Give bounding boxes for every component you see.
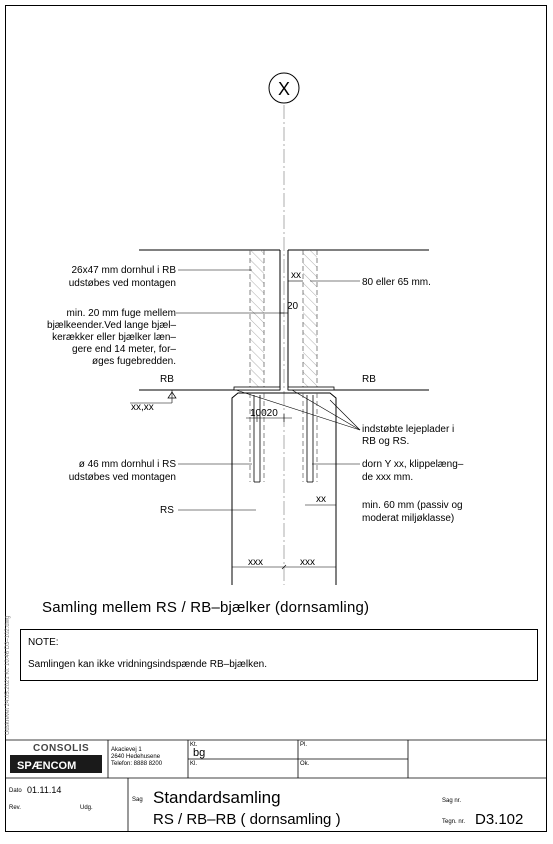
- axis-marker: [269, 73, 299, 103]
- xx-top-label: xx: [291, 270, 301, 281]
- dorn-line2: de xxx mm.: [362, 472, 414, 483]
- kt-value: bg: [193, 747, 206, 759]
- drawing-title-sub: RS / RB–RB ( dornsamling ): [153, 811, 341, 828]
- kl-label: Kl.: [190, 761, 198, 767]
- lejeplader-line2: RB og RS.: [362, 436, 410, 447]
- dornhul-rb-line1: 26x47 mm dornhul i RB: [71, 265, 176, 276]
- consolis-logo: [10, 743, 102, 773]
- note-box: [20, 629, 538, 681]
- tegn-nr-label: Tegn. nr.: [442, 819, 466, 825]
- ok-label: Ok.: [300, 761, 310, 767]
- fuge-line4: gere end 14 meter, for–: [72, 344, 176, 355]
- lejeplader-line1: indstøbte lejeplader i: [362, 424, 455, 435]
- dato-label: Dato: [9, 788, 22, 794]
- xx-mid-label: xx: [316, 494, 326, 505]
- udg-label: Udg.: [80, 805, 93, 811]
- fuge-line2: bjælkeender.Ved lange bjæl–: [47, 320, 176, 331]
- dato-value: 01.11.14: [27, 785, 62, 795]
- address-line3: Telefon: 8888 8200: [111, 761, 163, 767]
- dorn-line1: dorn Y xx, klippelæng–: [362, 459, 464, 470]
- kt-label: Kt.: [190, 742, 198, 748]
- dornhul-rs-line1: ø 46 mm dornhul i RS: [78, 459, 176, 470]
- sag-nr-label: Sag nr.: [442, 798, 462, 804]
- dim-80-65-label: 80 eller 65 mm.: [362, 277, 431, 288]
- min60-line2: moderat miljøklasse): [362, 513, 455, 524]
- xxx-right-label: xxx: [300, 557, 315, 568]
- address-line1: Akacievej 1: [111, 747, 142, 753]
- fuge-line1: min. 20 mm fuge mellem: [66, 308, 176, 319]
- side-print-text: Udskrevet 24.05.2021 Kl. 10:46 D3–102.dwg: [5, 615, 11, 735]
- note-text: Samlingen kan ikke vridningsindspænde RB–bjælken.: [28, 659, 268, 670]
- dim-10020-label: 10020: [250, 408, 278, 419]
- rb-dowel-holes: [250, 250, 317, 390]
- note-heading: NOTE:: [28, 637, 59, 648]
- fuge-line5: øges fugebredden.: [92, 356, 176, 367]
- pl-label: Pl.: [300, 742, 308, 748]
- rev-label: Rev.: [9, 805, 21, 811]
- logo-spaencom: SPÆNCOM: [17, 760, 77, 772]
- address-line2: 2640 Hedehusene: [111, 754, 161, 760]
- dim-20-label: 20: [287, 301, 299, 312]
- connection-title: Samling mellem RS / RB–bjælker (dornsamling): [42, 599, 370, 616]
- min60-line1: min. 60 mm (passiv og: [362, 500, 463, 511]
- dornhul-rb-line2: udstøbes ved montagen: [68, 278, 176, 289]
- xxx-left-label: xxx: [248, 557, 263, 568]
- dornhul-rs-line2: udstøbes ved montagen: [68, 472, 176, 483]
- rb-left-label: RB: [160, 374, 174, 385]
- level-label: xx,xx: [131, 402, 154, 413]
- rs-label: RS: [160, 505, 174, 516]
- logo-consolis: CONSOLIS: [33, 743, 90, 754]
- fuge-line3: kerækker eller bjælker læn–: [52, 332, 176, 343]
- rs-dowels: [250, 393, 317, 482]
- tegn-nr-value: D3.102: [475, 811, 524, 828]
- rb-right-label: RB: [362, 374, 376, 385]
- sag-label: Sag: [132, 797, 143, 803]
- drawing-title-main: Standardsamling: [153, 788, 281, 807]
- axis-marker-label: X: [277, 79, 291, 99]
